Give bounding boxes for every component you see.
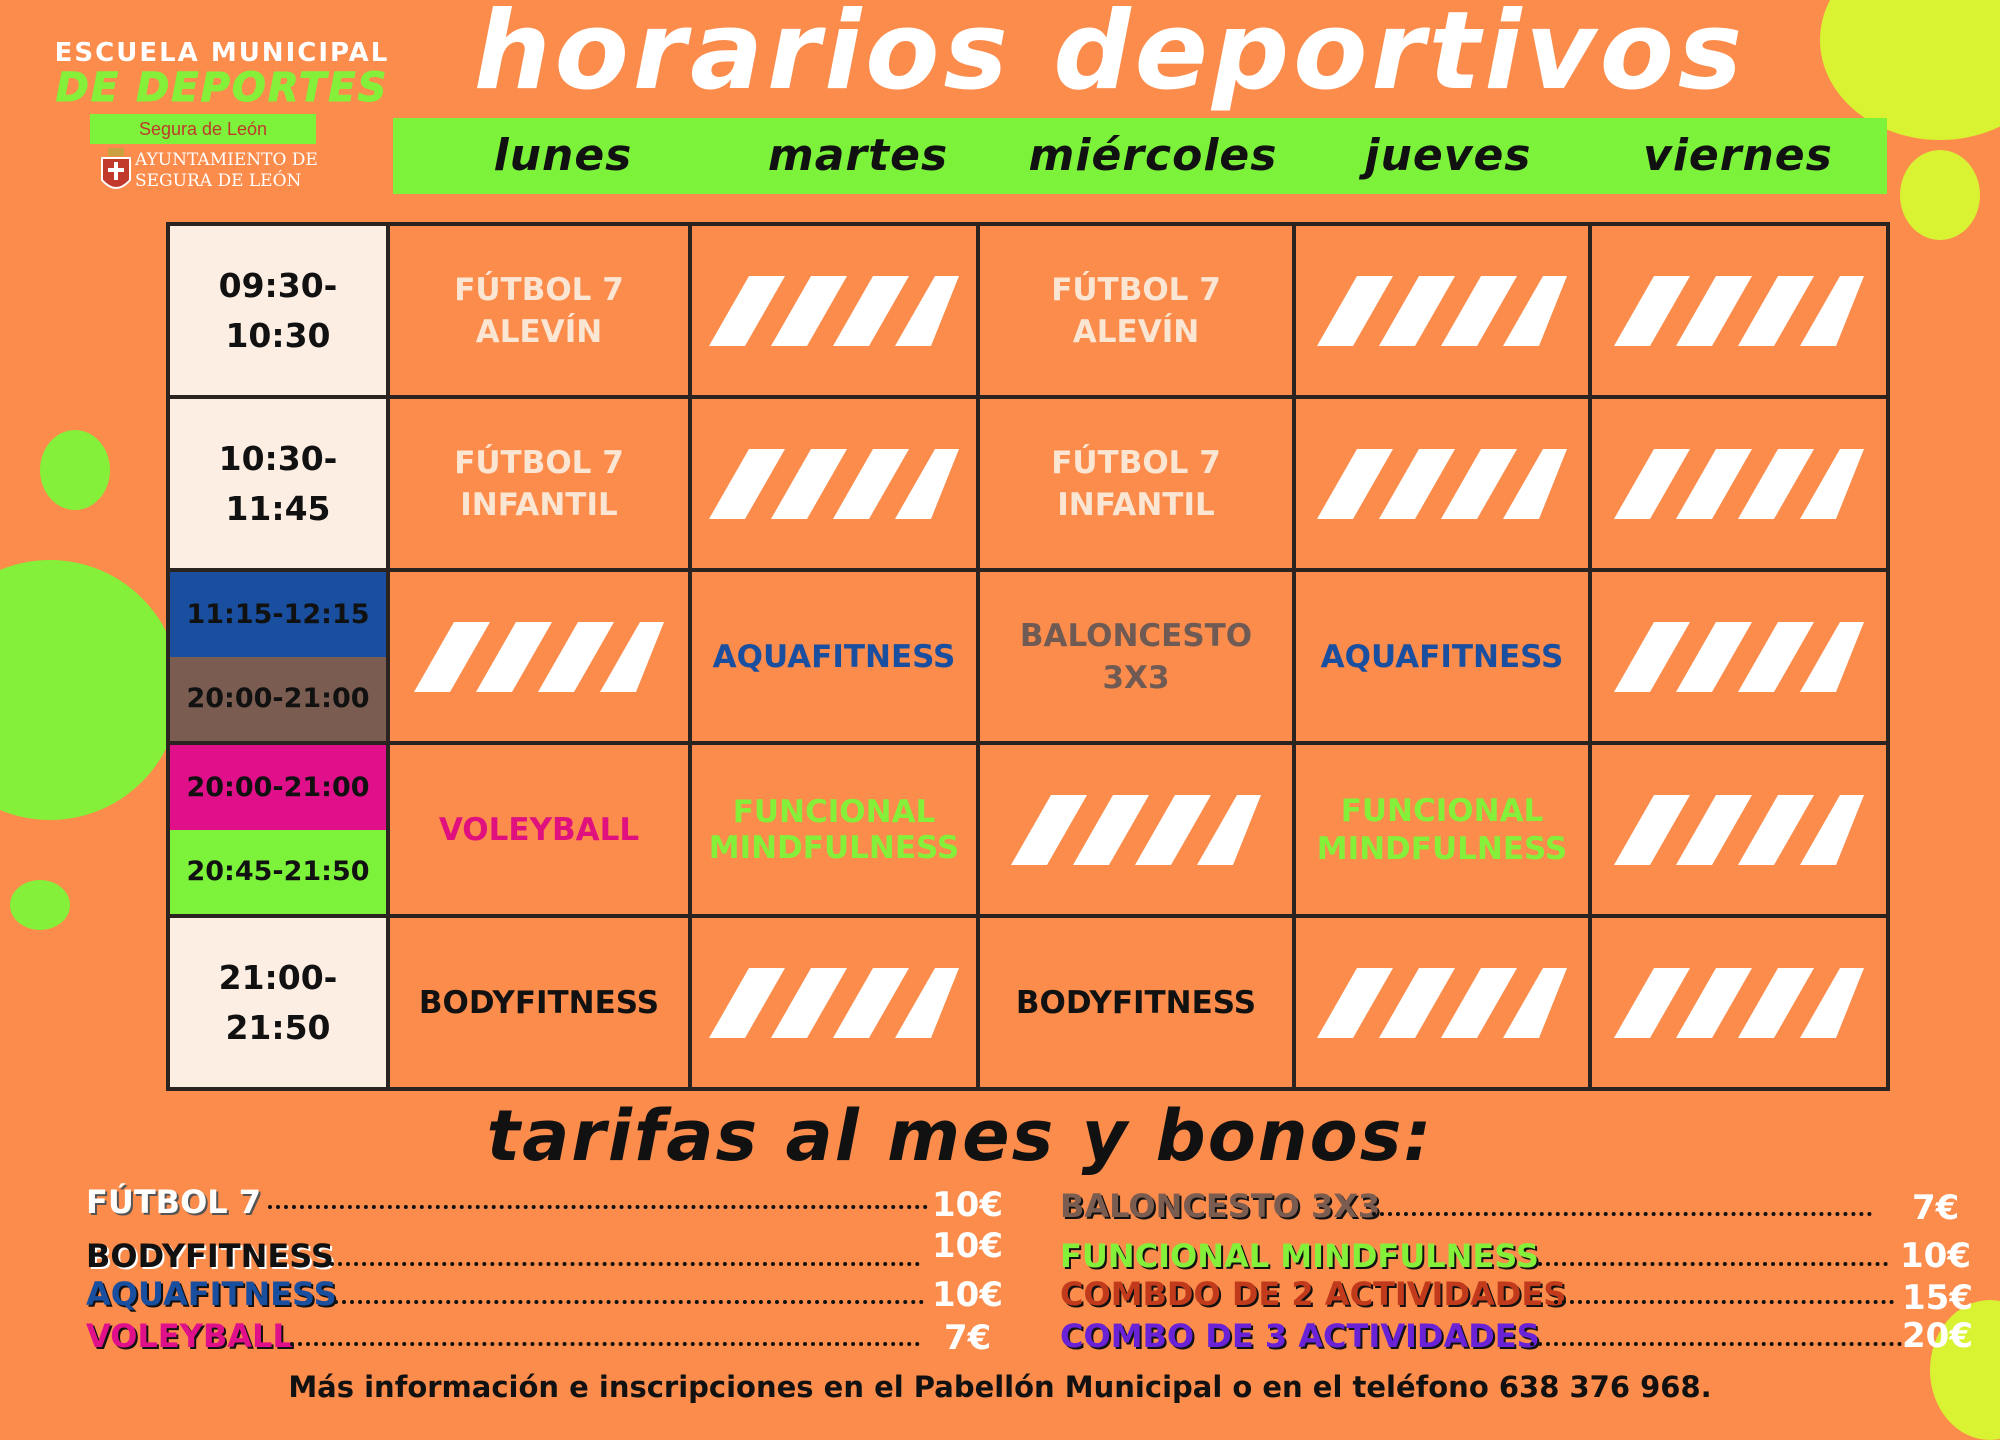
paint-splatter-green [0, 560, 180, 820]
activity-name: AQUAFITNESS [712, 638, 956, 675]
ayuntamiento-line1: AYUNTAMIENTO DE [135, 150, 318, 170]
time-end: 11:45 [225, 488, 331, 528]
price-item [1060, 1316, 1540, 1356]
price-item-amount: 20€ [1902, 1316, 1973, 1356]
price-item-amount: 10€ [932, 1185, 1003, 1225]
leader-dots [290, 1342, 920, 1346]
price-item [1060, 1236, 1539, 1276]
price-item [86, 1182, 261, 1222]
activity-name: FÚTBOL 7 [454, 444, 624, 481]
day-viernes: viernes [1643, 130, 1833, 181]
empty-slot [1294, 916, 1590, 1089]
empty-slot [388, 570, 690, 743]
activity-name: FUNCIONAL [732, 793, 936, 830]
leader-dots [1530, 1342, 1902, 1346]
price-item-name: FUNCIONAL MINDFULNESS [1060, 1237, 1539, 1275]
activity-cell [388, 743, 690, 916]
time-end: 10:30 [225, 315, 331, 355]
empty-slot [978, 743, 1294, 916]
activity-cell [690, 743, 978, 916]
no-activity-stripes-icon [414, 622, 664, 692]
time-start: 21:00- [218, 957, 338, 997]
no-activity-stripes-icon [709, 276, 959, 346]
empty-slot [1294, 397, 1590, 570]
time-slot [168, 224, 388, 397]
time-start: 09:30- [218, 265, 338, 305]
no-activity-stripes-icon [1614, 795, 1864, 865]
paint-splatter-green-drop [10, 880, 70, 930]
no-activity-stripes-icon [1614, 968, 1864, 1038]
time-slot [168, 743, 388, 916]
activity-cell [978, 570, 1294, 743]
no-activity-stripes-icon [709, 449, 959, 519]
price-item [86, 1274, 337, 1314]
paint-splatter-green-drop [40, 430, 110, 510]
pricing-title: tarifas al mes y bonos: [486, 1095, 1434, 1177]
empty-slot [1294, 224, 1590, 397]
empty-slot [1590, 743, 1888, 916]
activity-name: FUNCIONAL [1340, 792, 1544, 829]
price-item-amount: 10€ [932, 1226, 1003, 1266]
price-item-name: FÚTBOL 7 [86, 1183, 262, 1221]
activity-cell [1294, 743, 1590, 916]
time-slot [168, 916, 388, 1089]
table-row [168, 570, 1888, 743]
activity-name: BODYFITNESS [418, 984, 660, 1021]
no-activity-stripes-icon [1317, 449, 1567, 519]
activity-category: MINDFULNESS [1316, 830, 1568, 867]
activity-name: BODYFITNESS [1015, 984, 1257, 1021]
day-miercoles: miércoles [1028, 130, 1278, 181]
activity-category: ALEVÍN [1072, 313, 1200, 350]
price-item [1060, 1274, 1566, 1314]
price-item-name: COMBDO DE 2 ACTIVIDADES [1060, 1275, 1567, 1313]
time-split-bottom: 20:00-21:00 [170, 657, 386, 742]
time-split-top: 11:15-12:15 [170, 572, 386, 657]
empty-slot [1590, 397, 1888, 570]
empty-slot [1590, 916, 1888, 1089]
coat-of-arms-icon [100, 148, 132, 196]
school-name-line1: ESCUELA MUNICIPAL [54, 38, 390, 68]
day-lunes: lunes [493, 130, 633, 181]
time-split-bottom: 20:45-21:50 [170, 830, 386, 915]
table-row [168, 916, 1888, 1089]
time-start: 10:30- [218, 438, 338, 478]
activity-cell [388, 916, 690, 1089]
ayuntamiento-line2: SEGURA DE LEÓN [135, 171, 302, 191]
no-activity-stripes-icon [709, 968, 959, 1038]
price-item-amount: 10€ [1900, 1236, 1971, 1276]
activity-category: INFANTIL [460, 486, 618, 523]
no-activity-stripes-icon [1317, 276, 1567, 346]
activity-cell [978, 397, 1294, 570]
time-slot [168, 570, 388, 743]
activity-cell [978, 224, 1294, 397]
table-row [168, 743, 1888, 916]
empty-slot [1590, 224, 1888, 397]
leader-dots [334, 1300, 924, 1304]
time-end: 21:50 [225, 1007, 331, 1047]
activity-category: MINDFULNESS [708, 829, 960, 866]
day-martes: martes [767, 130, 949, 181]
price-item-name: BODYFITNESS [86, 1237, 334, 1275]
price-item [86, 1316, 293, 1356]
activity-name: VOLEYBALL [438, 811, 640, 848]
activity-name: FÚTBOL 7 [1051, 271, 1221, 308]
school-logo [22, 38, 422, 111]
page-title: horarios deportivos [473, 0, 1747, 114]
activity-category: ALEVÍN [475, 313, 603, 350]
no-activity-stripes-icon [1317, 968, 1567, 1038]
price-item-amount: 7€ [944, 1318, 992, 1358]
activity-name: BALONCESTO [1019, 617, 1253, 654]
price-item-name: AQUAFITNESS [86, 1275, 337, 1313]
activity-category: 3X3 [1102, 659, 1170, 696]
ayuntamiento-label [135, 150, 318, 192]
footer-info: Más información e inscripciones en el Pabellón Municipal o en el teléfono 638 376 968. [288, 1370, 1712, 1404]
paint-splatter-yellow-drop [1900, 150, 1980, 240]
leader-dots [1538, 1262, 1888, 1266]
empty-slot [690, 224, 978, 397]
activity-cell [978, 916, 1294, 1089]
leader-dots [268, 1205, 928, 1209]
leader-dots [330, 1262, 920, 1266]
no-activity-stripes-icon [1614, 622, 1864, 692]
price-item [86, 1236, 334, 1276]
price-item-name: COMBO DE 3 ACTIVIDADES [1060, 1317, 1540, 1355]
activity-name: AQUAFITNESS [1320, 638, 1564, 675]
activity-name: FÚTBOL 7 [1051, 444, 1221, 481]
table-row [168, 397, 1888, 570]
leader-dots [1554, 1300, 1894, 1304]
activity-category: INFANTIL [1057, 486, 1215, 523]
school-name-line2: DE DEPORTES [55, 65, 389, 111]
activity-cell [388, 397, 690, 570]
leader-dots [1372, 1212, 1872, 1216]
activity-cell [388, 224, 690, 397]
table-row [168, 224, 1888, 397]
town-tag: Segura de León [90, 114, 316, 144]
price-item-amount: 15€ [1902, 1278, 1973, 1318]
activity-cell [1294, 570, 1590, 743]
no-activity-stripes-icon [1614, 449, 1864, 519]
empty-slot [690, 916, 978, 1089]
empty-slot [690, 397, 978, 570]
schedule-table [166, 222, 1890, 1091]
activity-name: FÚTBOL 7 [454, 271, 624, 308]
no-activity-stripes-icon [1614, 276, 1864, 346]
weekday-header [393, 118, 1887, 194]
price-item-name: VOLEYBALL [86, 1317, 293, 1355]
empty-slot [1590, 570, 1888, 743]
price-item-amount: 7€ [1912, 1188, 1960, 1228]
time-slot [168, 397, 388, 570]
price-item-amount: 10€ [932, 1275, 1003, 1315]
no-activity-stripes-icon [1011, 795, 1261, 865]
activity-cell [690, 570, 978, 743]
time-split-top: 20:00-21:00 [170, 745, 386, 830]
day-jueves: jueves [1364, 130, 1532, 181]
price-item-name: BALONCESTO 3X3 [1060, 1187, 1381, 1225]
price-item [1060, 1186, 1380, 1226]
